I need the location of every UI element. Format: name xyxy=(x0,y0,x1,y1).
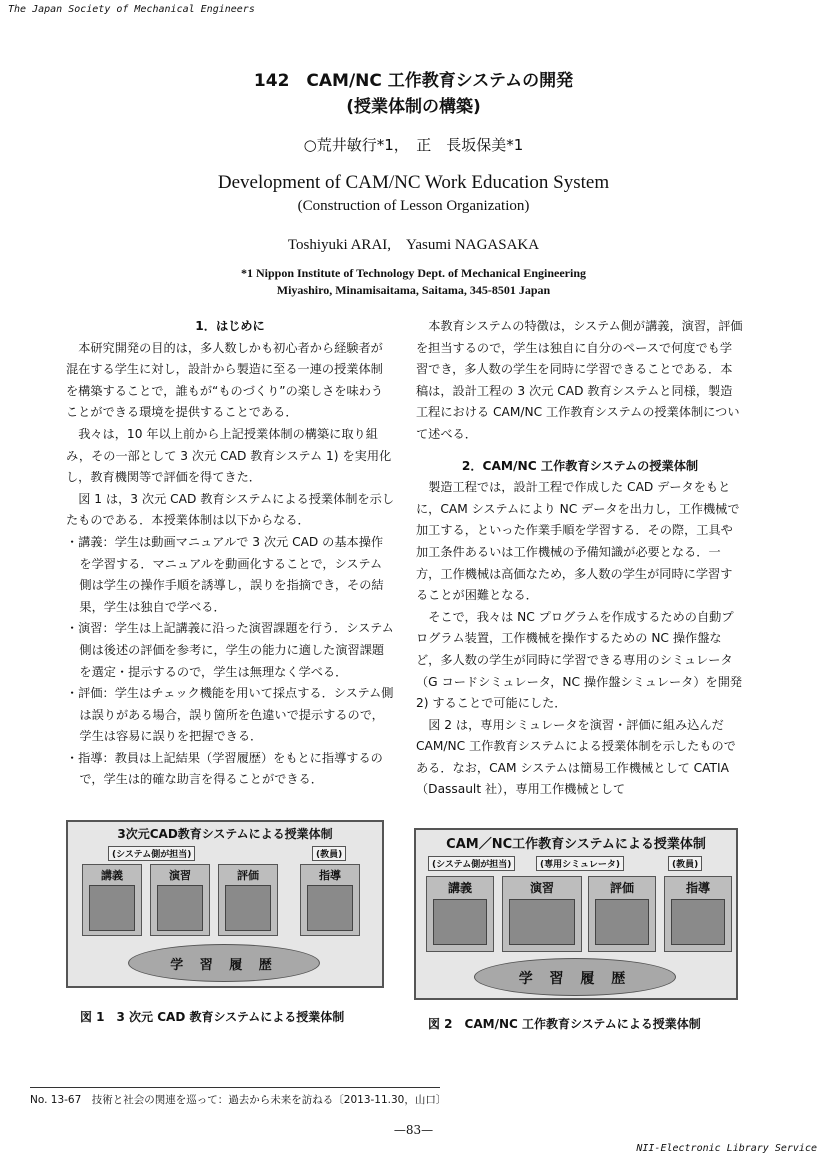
band-label: 学 習 履 歴 xyxy=(170,958,278,973)
bullet-evaluation: ・評価：学生はチェック機能を用いて採点する．システム側は誤りがある場合，誤り箇所を色違いで提示するので，学生は容易に誤りを把握できる． xyxy=(66,686,394,744)
paper-title-en: Development of CAM/NC Work Education System xyxy=(217,172,610,193)
panel-label: 講義 xyxy=(101,869,123,882)
panel-image xyxy=(307,885,353,931)
left-column xyxy=(66,316,394,791)
system-side-label: (システム側が担当) xyxy=(108,846,195,861)
simulator-label: (専用シミュレータ) xyxy=(536,856,624,871)
panel-label: 指導 xyxy=(319,869,341,882)
panel-evaluation xyxy=(218,864,278,936)
teacher-label: (教員) xyxy=(312,846,346,861)
bullet-lecture: ・講義：学生は動画マニュアルで 3 次元 CAD の基本操作を学習する．マニュアルを動画化することで，システム側は学生の操作手順を誘導し，誤りを指摘でき，その結果，学生は独自で学べる． xyxy=(66,534,384,614)
paper-subtitle-en: (Construction of Lesson Organization) xyxy=(297,198,530,214)
panel-lecture xyxy=(426,876,494,952)
section-1-heading: 1．はじめに xyxy=(195,319,265,333)
panel-guidance xyxy=(300,864,360,936)
footnote-rule xyxy=(30,1087,440,1088)
figure-2-caption: 図 2 CAM/NC 工作教育システムによる授業体制 xyxy=(428,1017,701,1031)
affiliation: *1 Nippon Institute of Technology Dept. of Mechanical Engineering xyxy=(240,266,587,280)
paragraph: 製造工程では，設計工程で作成した CAD データをもとに，CAM システムにより NC データを出力し，工作機械で加工する，といった作業手順を学習する．その際，工具や加工条件あるいは工作機械の予備知識が必要となる．一方，工作機械は高価なため，多人数の学生が同時に学習することが困難となる． xyxy=(416,480,740,603)
panel-image xyxy=(509,899,575,945)
panel-guidance xyxy=(664,876,732,952)
teacher-label: (教員) xyxy=(668,856,702,871)
figure-2 xyxy=(414,828,738,1000)
authors-en: Toshiyuki ARAI, Yasumi NAGASAKA xyxy=(287,237,540,253)
section-2-heading: 2．CAM/NC 工作教育システムの授業体制 xyxy=(461,458,699,473)
panel-exercise xyxy=(150,864,210,936)
panel-image xyxy=(89,885,135,931)
system-side-label: (システム側が担当) xyxy=(428,856,515,871)
service-footer: NII-Electronic Library Service xyxy=(636,1143,817,1154)
affiliation-address: Miyashiro, Minamisaitama, Saitama, 345-8501 Japan xyxy=(276,283,551,297)
page-number: —83— xyxy=(393,1123,434,1137)
panel-label: 指導 xyxy=(685,881,710,895)
paragraph: そこで，我々は NC プログラムを作成するための自動プログラム装置，工作機械を操作するための NC 操作盤など，多人数の学生が同時に学習できる専用のシミュレータ（G コードシミュレータ，NC 操作盤シミュレータ）を開発 2) することで可能にした． xyxy=(416,609,743,711)
panel-lecture xyxy=(82,864,142,936)
paragraph: 本教育システムの特徴は，システム側が講義，演習，評価を担当するので，学生は独自に自分のペースで何度でも学習でき，多人数の学生を同時に学習できることである．本稿は，設計工程の 3 次元 CAD 教育システムと同様，製造工程における CAM/NC 工作教育システムの授業体制について述べる． xyxy=(416,319,743,441)
right-column xyxy=(416,316,744,801)
panel-image xyxy=(433,899,487,945)
panel-image xyxy=(157,885,203,931)
panel-image xyxy=(225,885,271,931)
paragraph: 本研究開発の目的は，多人数しかも初心者から経験者が混在する学生に対し，設計から製造に至る一連の授業体制を構築することで，誰もが“ものづくり”の楽しさを味わうことができる環境を提供することである． xyxy=(66,340,384,420)
panel-exercise xyxy=(502,876,582,952)
panel-label: 演習 xyxy=(169,869,191,882)
learning-history-band xyxy=(128,944,320,982)
paragraph: 我々は，10 年以上前から上記授業体制の構築に取り組み，その一部として 3 次元 CAD 教育システム 1) を実用化し，教育機関等で評価を得てきた． xyxy=(66,426,392,485)
bullet-guidance: ・指導：教員は上記結果（学習履歴）をもとに指導するので，学生は的確な助言を得ることができる． xyxy=(66,750,383,787)
learning-history-band xyxy=(474,958,676,996)
panel-evaluation xyxy=(588,876,656,952)
panel-image xyxy=(595,899,649,945)
panel-label: 演習 xyxy=(529,881,554,895)
society-header: The Japan Society of Mechanical Engineers xyxy=(8,4,255,15)
figure-1-caption: 図 1 3 次元 CAD 教育システムによる授業体制 xyxy=(80,1010,345,1024)
panel-label: 評価 xyxy=(609,881,634,895)
bullet-exercise: ・演習：学生は上記講義に沿った演習課題を行う．システム側は後述の評価を参考に，学生の能力に適した演習課題を選定・提示するので，学生は無理なく学べる． xyxy=(66,621,394,679)
panel-label: 評価 xyxy=(237,869,259,882)
paragraph: 図 2 は，専用シミュレータを演習・評価に組み込んだ CAM/NC 工作教育システムによる授業体制を示したものである．なお，CAM システムは簡易工作機械として CATIA（Dassault 社），専用工作機械として xyxy=(416,717,736,797)
panel-label: 講義 xyxy=(447,881,472,895)
authors-jp: ○荒井敏行*1， 正 長坂保美*1 xyxy=(303,136,524,154)
figure-2-title: CAM／NC工作教育システムによる授業体制 xyxy=(446,837,706,852)
paragraph: 図 1 は，3 次元 CAD 教育システムによる授業体制を示したものである．本授業体制は以下からなる． xyxy=(66,491,395,528)
paper-subtitle-jp: (授業体制の構築) xyxy=(346,97,481,117)
figure-1 xyxy=(66,820,384,988)
band-label: 学 習 履 歴 xyxy=(518,971,632,987)
figure-1-title: 3次元CAD教育システムによる授業体制 xyxy=(117,827,333,841)
panel-image xyxy=(671,899,725,945)
footnote: No. 13-67 技術と社会の関連を巡って：過去から未来を訪ねる〔2013-11.30，山口〕 xyxy=(30,1094,447,1106)
paper-title-jp: 142 CAM/NC 工作教育システムの開発 xyxy=(253,71,574,91)
